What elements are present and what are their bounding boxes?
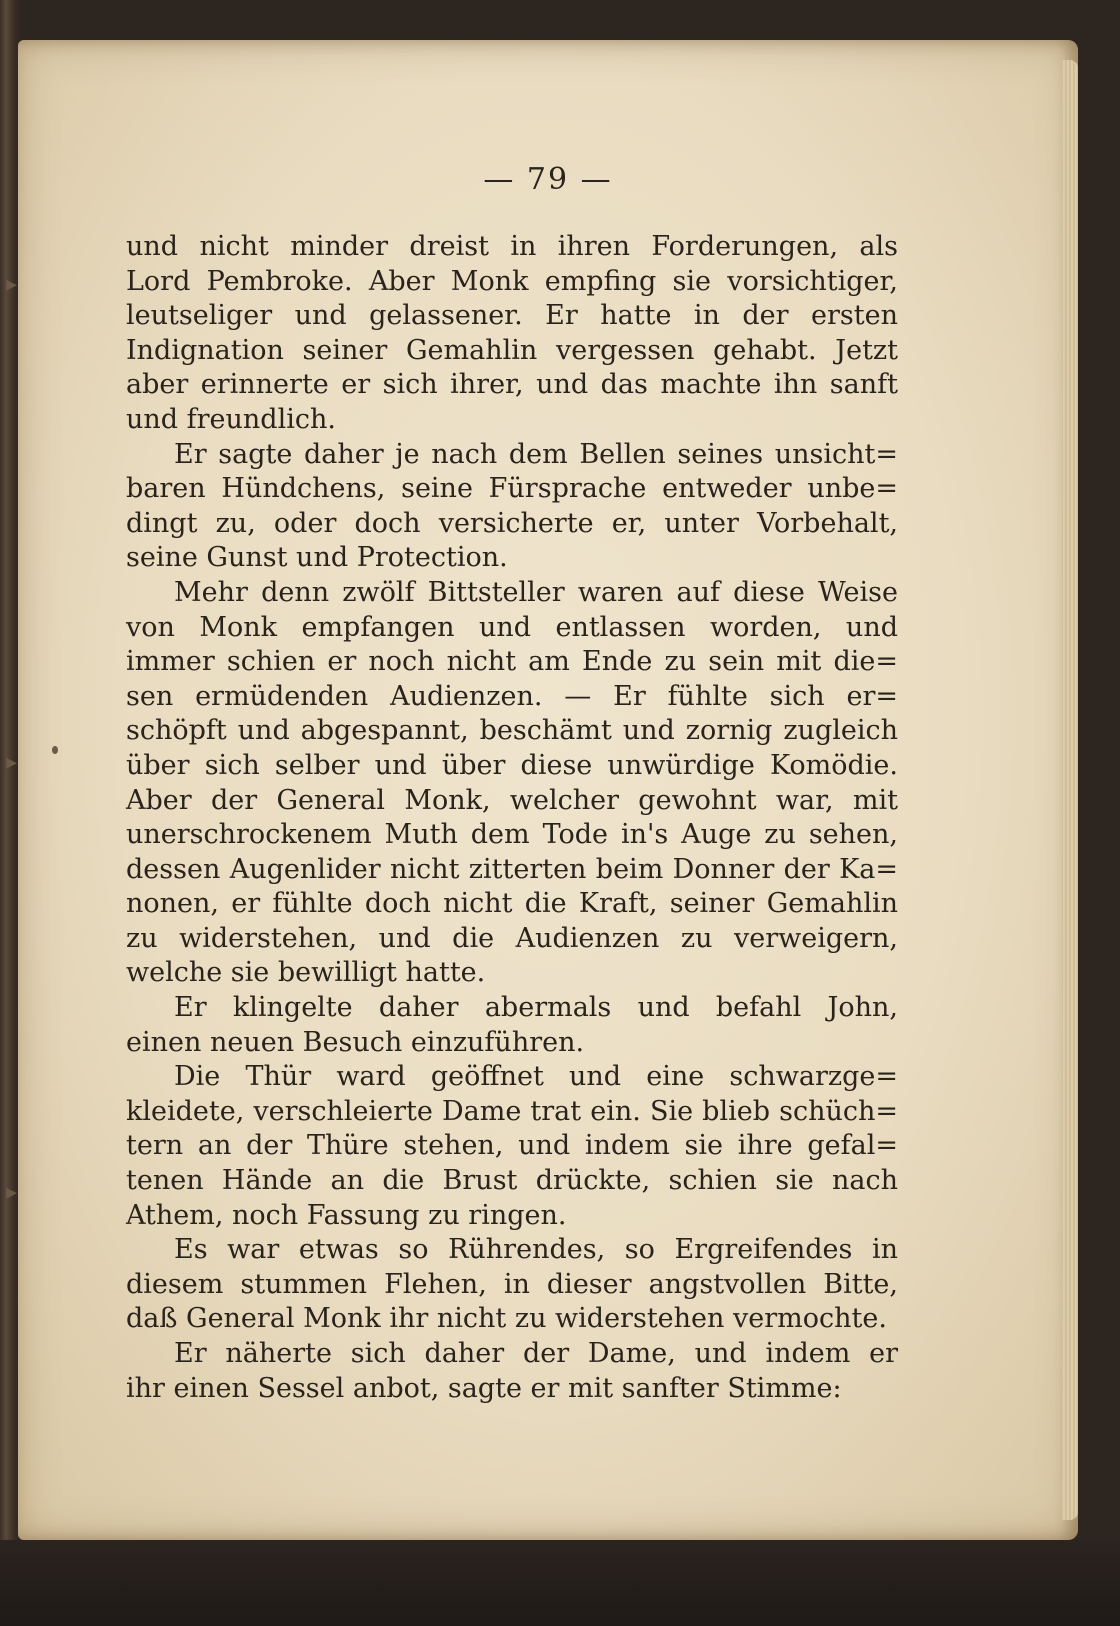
text-line: Mehr denn zwölf Bittsteller waren auf diese Weise (174, 576, 898, 608)
text-line: welche sie bewilligt hatte. (126, 957, 486, 989)
text-line: diesem stummen Flehen, in dieser angstvollen Bitte, (126, 1268, 898, 1300)
text-line: Die Thür ward geöffnet und eine schwarzge= (174, 1061, 898, 1093)
text-line: tern an der Thüre stehen, und indem sie ihre gefal= (126, 1130, 898, 1162)
text-line: sen ermüdenden Audienzen. — Er fühlte sich er= (126, 680, 898, 712)
book-page (18, 40, 1078, 1540)
text-line: leutseliger und gelassener. Er hatte in der ersten (126, 300, 898, 332)
page-text (126, 230, 898, 1406)
text-line: Es war etwas so Rührendes, so Ergreifendes in (174, 1234, 898, 1266)
text-line: schöpft und abgespannt, beschämt und zornig zugleich (126, 715, 898, 747)
text-line: aber erinnerte er sich ihrer, und das machte ihn sanft (126, 369, 898, 401)
text-line: dingt zu, oder doch versicherte er, unter Vorbehalt, (126, 507, 898, 539)
paragraph (126, 438, 898, 576)
ink-speck (52, 746, 58, 754)
text-line: Er sagte daher je nach dem Bellen seines unsicht= (174, 438, 898, 470)
text-line: einen neuen Besuch einzuführen. (126, 1026, 585, 1058)
text-line: Indignation seiner Gemahlin vergessen gehabt. Jetzt (126, 334, 898, 366)
page-edge (1062, 60, 1078, 1520)
margin-mark-arrow: ▸ (6, 750, 18, 775)
text-line: dessen Augenlider nicht zitterten beim Donner der Ka= (126, 853, 898, 885)
paragraph (126, 991, 898, 1060)
text-line: Athem, noch Fassung zu ringen. (126, 1199, 567, 1231)
text-line: immer schien er noch nicht am Ende zu sein mit die= (126, 646, 898, 678)
text-line: seine Gunst und Protection. (126, 542, 508, 574)
page-number: — 79 — (483, 162, 613, 197)
text-line: und freundlich. (126, 403, 336, 435)
text-line: unerschrockenem Muth dem Tode in's Auge zu sehen, (126, 819, 898, 851)
text-line: von Monk empfangen und entlassen worden, und (126, 611, 898, 643)
text-line: und nicht minder dreist in ihren Forderungen, als (126, 231, 898, 262)
text-line: baren Hündchens, seine Fürsprache entweder unbe= (126, 473, 898, 505)
text-line: nonen, er fühlte doch nicht die Kraft, seiner Gemahlin (126, 888, 898, 920)
text-line: zu widerstehen, und die Audienzen zu verweigern, (126, 922, 898, 954)
paragraph (126, 1060, 898, 1233)
text-line: Lord Pembroke. Aber Monk empfing sie vorsichtiger, (126, 265, 898, 297)
text-line: daß General Monk ihr nicht zu widerstehen vermochte. (126, 1303, 887, 1335)
margin-mark-arrow: ▸ (6, 1180, 18, 1205)
text-line: Er näherte sich daher der Dame, und indem er (174, 1338, 898, 1369)
text-line: ihr einen Sessel anbot, sagte er mit sanfter Stimme: (126, 1372, 842, 1404)
text-line: über sich selber und über diese unwürdige Komödie. (126, 749, 898, 781)
paragraph (126, 230, 898, 438)
paragraph (126, 576, 898, 991)
text-line: Er klingelte daher abermals und befahl John, (174, 992, 898, 1024)
book-cover-bottom (0, 1540, 1120, 1626)
margin-mark-arrow: ▸ (6, 272, 18, 297)
text-line: tenen Hände an die Brust drückte, schien sie nach (126, 1165, 898, 1197)
text-line: Aber der General Monk, welcher gewohnt war, mit (126, 784, 898, 816)
paragraph (126, 1337, 898, 1406)
text-line: kleidete, verschleierte Dame trat ein. Sie blieb schüch= (126, 1095, 898, 1127)
paragraph (126, 1233, 898, 1337)
